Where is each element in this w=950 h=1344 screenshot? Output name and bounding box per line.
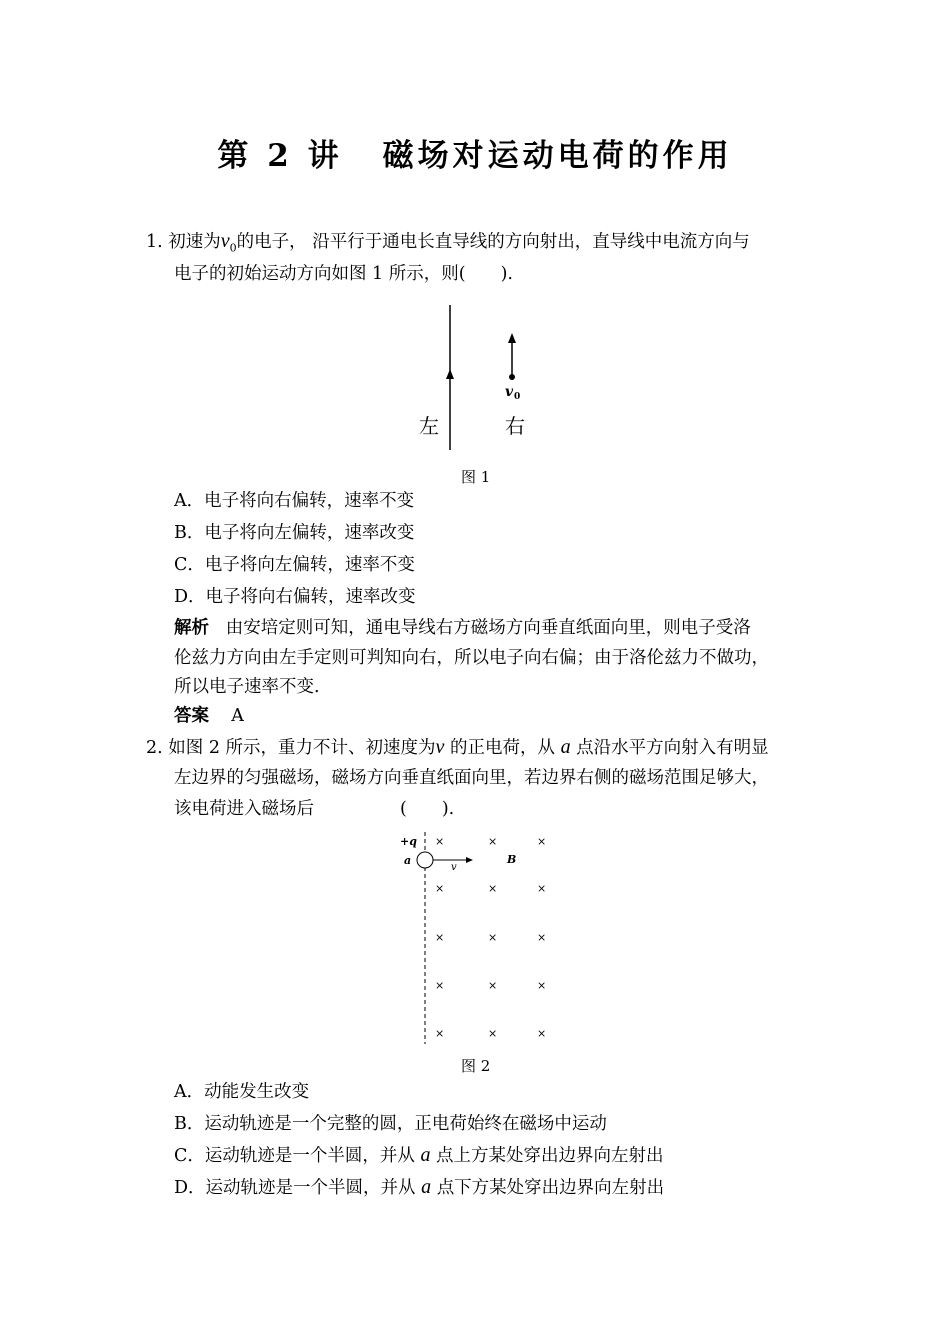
- q1-answer: [174, 704, 244, 728]
- charge-circle: [417, 852, 433, 868]
- answer-label: 答案: [174, 706, 209, 726]
- cross-mark: ×: [435, 882, 445, 895]
- q1-option-a: A．电子将向右偏转，速率不变: [174, 491, 415, 511]
- cross-mark: ×: [435, 1027, 445, 1040]
- q2-option-d: D．运动轨迹是一个半圆，并从 a 点下方某处穿出边界向左射出: [174, 1176, 665, 1198]
- v0-label: v: [505, 384, 514, 400]
- analysis-label: 解析: [174, 618, 209, 638]
- page-title: 第 2 讲 磁场对运动电荷的作用: [217, 138, 733, 174]
- velocity-arrow: [466, 857, 473, 863]
- cross-mark: ×: [435, 979, 445, 992]
- q1-analysis-line2: 伦兹力方向由左手定则可判知向右，所以电子向右偏；由于洛伦兹力不做功，: [174, 648, 769, 668]
- electron-dot: [509, 374, 515, 380]
- cross-mark: ×: [435, 931, 445, 944]
- cross-mark: ×: [488, 979, 498, 992]
- cross-mark: ×: [488, 931, 498, 944]
- q1-line2: 电子的初始运动方向如图 1 所示，则( ).: [174, 264, 513, 284]
- b-label: B: [507, 853, 517, 866]
- figure-2: [395, 828, 560, 1048]
- cross-mark: ×: [435, 835, 445, 848]
- q2-line2: 左边界的匀强磁场，磁场方向垂直纸面向里，若边界右侧的磁场范围足够大，: [174, 768, 769, 788]
- answer-value: A: [231, 706, 244, 726]
- q1-option-c: C．电子将向左偏转，速率不变: [174, 555, 415, 575]
- figure-2-caption: 图 2: [461, 1057, 491, 1075]
- figure-1-caption: 图 1: [461, 468, 491, 486]
- q1-option-d: D．电子将向右偏转，速率改变: [174, 587, 416, 607]
- figure-1: [400, 295, 560, 460]
- q1-analysis-line3: 所以电子速率不变.: [174, 677, 320, 697]
- cross-mark: ×: [537, 1027, 547, 1040]
- cross-mark: ×: [537, 835, 547, 848]
- cross-mark: ×: [488, 1027, 498, 1040]
- v0-subscript: 0: [514, 392, 521, 402]
- velocity-arrow: [508, 333, 516, 343]
- q1-option-b: B．电子将向左偏转，速率改变: [174, 523, 415, 543]
- cross-mark: ×: [488, 835, 498, 848]
- cross-mark: ×: [537, 979, 547, 992]
- left-label: 左: [419, 414, 439, 438]
- point-a-label: a: [404, 854, 412, 867]
- charge-label: +q: [400, 835, 417, 848]
- v-label: v: [451, 862, 457, 873]
- cross-mark: ×: [537, 882, 547, 895]
- q2-option-b: B．运动轨迹是一个完整的圆，正电荷始终在磁场中运动: [174, 1114, 607, 1134]
- q2-line3: 该电荷进入磁场后 ( ).: [174, 799, 455, 819]
- q2-option-c: C．运动轨迹是一个半圆，并从 a 点上方某处穿出边界向左射出: [174, 1144, 664, 1166]
- q2-option-a: A．动能发生改变: [174, 1082, 310, 1102]
- q1-analysis-line1: 解析 由安培定则可知，通电导线右方磁场方向垂直纸面向里，则电子受洛: [174, 618, 751, 638]
- q1-line1: 1. 初速为$v_0$的电子， 沿平行于通电长直导线的方向射出，直导线中电流方向与: [146, 230, 750, 255]
- right-label: 右: [505, 414, 525, 438]
- q2-line1: 2. 如图 2 所示，重力不计、初速度为v 的正电荷，从 a 点沿水平方向射入有明显: [146, 736, 769, 758]
- cross-mark: ×: [488, 882, 498, 895]
- cross-mark: ×: [537, 931, 547, 944]
- current-arrow: [446, 369, 454, 379]
